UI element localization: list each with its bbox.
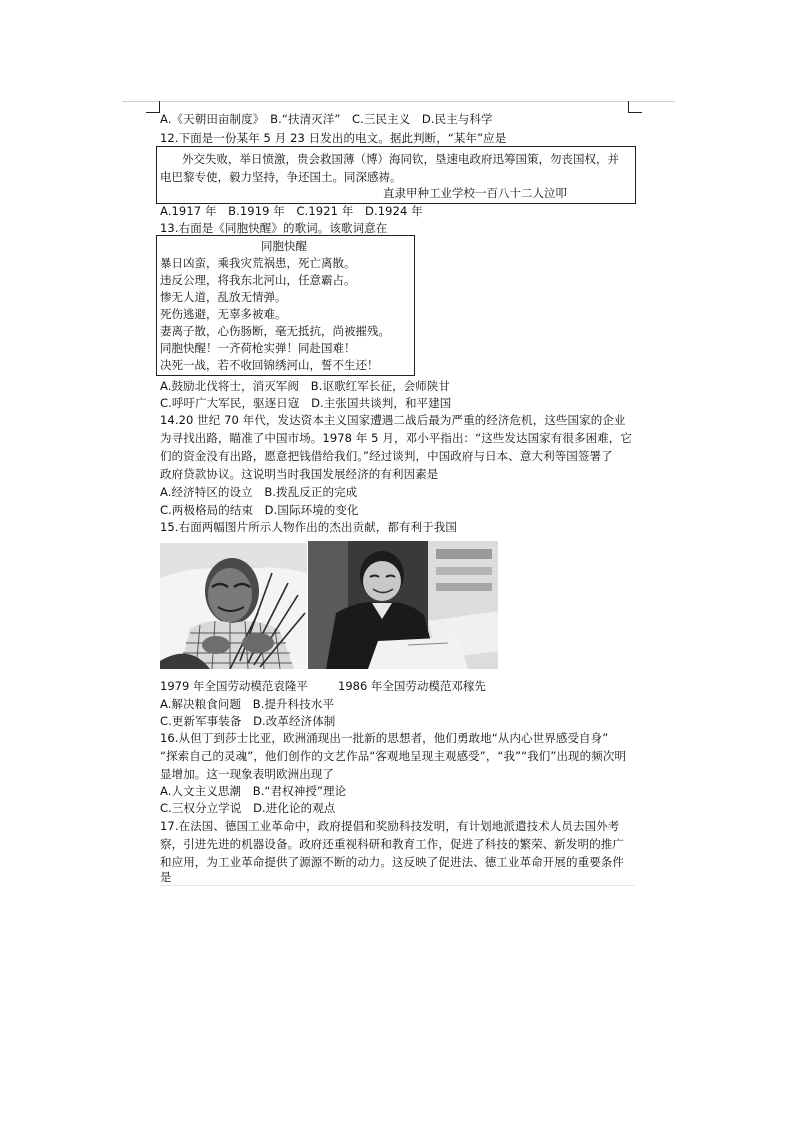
q12-options: A.1917 年 B.1919 年 C.1921 年 D.1924 年 <box>160 204 423 218</box>
q13-lyric-line: 违反公理，将我东北河山，任意霸占。 <box>160 273 356 287</box>
crop-mark-right <box>628 101 642 113</box>
q13-lyric-line: 惨无人道，乱放无情弹。 <box>160 290 287 304</box>
q16-stem-line: 16.从但丁到莎士比亚，欧洲涌现出一批新的思想者，他们勇敢地“从内心世界感受自身” <box>160 731 609 745</box>
q11-options: A.《天朝田亩制度》 B.“扶清灭洋” C.三民主义 D.民主与科学 <box>160 112 493 126</box>
q15-stem: 15.右面两幅图片所示人物作出的杰出贡献，都有利于我国 <box>160 520 457 534</box>
q16-stem-line: “探索自己的灵魂”，他们创作的文艺作品“客观地呈现主观感受”，“我”“我们”出现的频次明 <box>160 749 627 763</box>
photo-caption-right: 1986 年全国劳动模范邓稼先 <box>338 679 486 693</box>
q17-stem-line: 和应用，为工业革命提供了源源不断的动力。这反映了促进法、德工业革命开展的重要条件 <box>160 855 624 869</box>
q17-stem-line: 察，引进先进的机器设备。政府还重视科研和教育工作，促进了科技的繁荣、新发明的推广 <box>160 837 624 851</box>
q14-option-ab: A.经济特区的设立 B.拨乱反正的完成 <box>160 485 358 499</box>
q17-stem-line: 是 <box>160 870 172 884</box>
q17-stem-line: 17.在法国、德国工业革命中，政府提倡和奖励科技发明，有计划地派遣技术人员去国外考 <box>160 819 620 833</box>
q13-song-title: 同胞快醒 <box>261 239 307 253</box>
q15-option-ab: A.解决粮食问题 B.提升科技水平 <box>160 697 335 711</box>
q13-lyric-line: 暴日凶蛮，乘我灾荒祸患，死亡离散。 <box>160 256 356 270</box>
q13-lyrics-box <box>156 235 415 376</box>
q12-telegram-line: 外交失败，举日愤激，贵会救国薄（博）海同钦，垦速电政府迅筹国策，勿丧国权，并 <box>182 152 619 166</box>
q12-telegram-box <box>156 146 636 204</box>
q13-lyric-line: 同胞快醒！一齐荷枪实弹！同赴国难！ <box>160 341 356 355</box>
q13-lyric-line: 死伤逃避，无辜多被难。 <box>160 307 287 321</box>
q15-option-cd: C.更新军事装备 D.改革经济体制 <box>160 714 336 728</box>
q16-option-ab: A.人文主义思潮 B.“君权神授”理论 <box>160 784 347 798</box>
photo-yuan-longping <box>160 543 307 669</box>
q13-option-cd: C.呼吁广大军民，驱逐日寇 D.主张国共谈判，和平建国 <box>160 396 452 410</box>
q16-option-cd: C.三权分立学说 D.进化论的观点 <box>160 801 336 815</box>
photo-caption-left: 1979 年全国劳动模范袁隆平 <box>160 679 308 693</box>
q14-stem-line: 为寻找出路，瞄准了中国市场。1978 年 5 月，邓小平指出：“这些发达国家有很多困难，它 <box>160 431 633 445</box>
q14-stem-line: 14.20 世纪 70 年代，发达资本主义国家遭遇二战后最为严重的经济危机，这些国家的企业 <box>160 413 626 427</box>
q14-stem-line: 政府贷款协议。这说明当时我国发展经济的有利因素是 <box>160 467 439 481</box>
footer-rule <box>160 885 635 886</box>
q16-stem-line: 显增加。这一现象表明欧洲出现了 <box>160 767 334 781</box>
q12-telegram-signature: 直隶甲种工业学校一百八十二人泣叩 <box>383 186 567 200</box>
q14-option-cd: C.两极格局的结束 D.国际环境的变化 <box>160 503 359 517</box>
q13-lyric-line: 决死一战，若不收回锦绣河山，誓不生还！ <box>160 358 379 372</box>
crop-mark-left <box>146 101 160 113</box>
header-rule <box>122 101 675 102</box>
q12-telegram-line: 电巴黎专使，毅力坚持，争还国土。同深感祷。 <box>160 170 402 184</box>
q14-stem-line: 们的资金没有出路，愿意把钱借给我们。”经过谈判，中国政府与日本、意大利等国签署了 <box>160 449 613 463</box>
q12-stem: 12.下面是一份某年 5 月 23 日发出的电文。据此判断，“某年”应是 <box>160 131 507 145</box>
q13-option-ab: A.鼓励北伐将士，消灭军阀 B.讴歌红军长征，会师陕甘 <box>160 379 451 393</box>
photo-deng-jiaxian <box>308 541 498 669</box>
q13-lyric-line: 妻离子散，心伤肠断，毫无抵抗，尚被摧残。 <box>160 324 390 338</box>
q13-stem: 13.右面是《同胞快醒》的歌词。该歌词意在 <box>160 221 388 235</box>
